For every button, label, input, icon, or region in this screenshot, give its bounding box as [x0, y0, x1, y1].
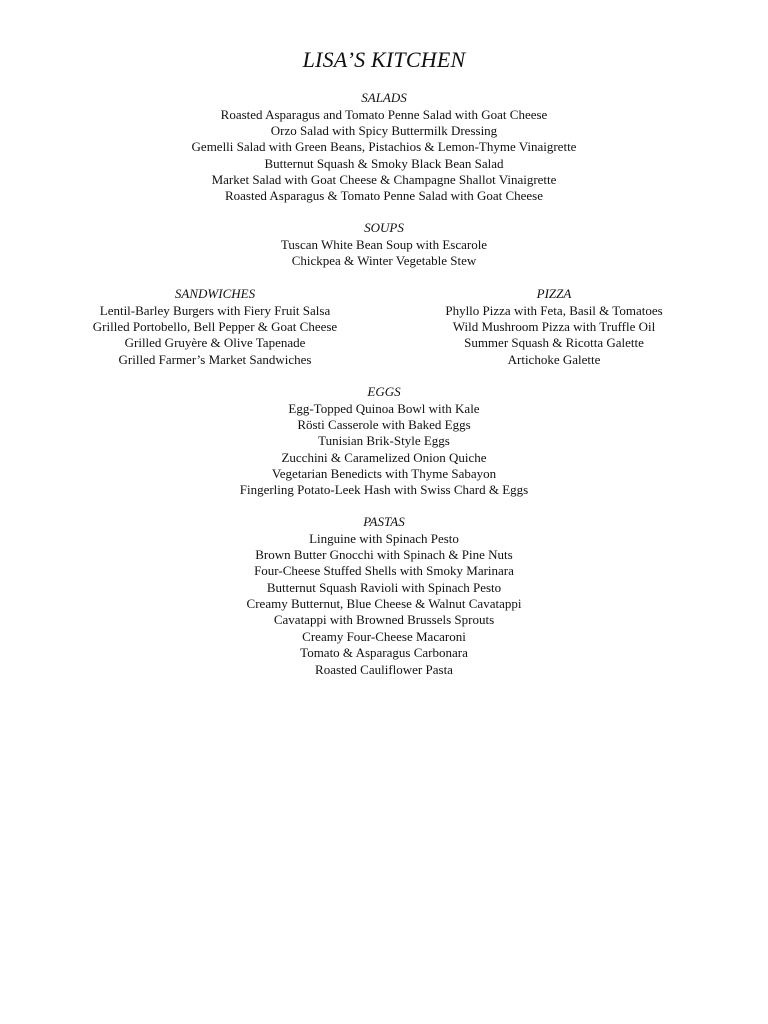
pastas-item: Butternut Squash Ravioli with Spinach Pesto [266, 579, 502, 595]
pastas-item: Creamy Four-Cheese Macaroni [302, 628, 466, 644]
salads-item: Market Salad with Goat Cheese & Champagne Shallot Vinaigrette [211, 172, 557, 188]
pastas-item: Four-Cheese Stuffed Shells with Smoky Marinara [254, 563, 514, 579]
eggs-item: Egg-Topped Quinoa Bowl with Kale [288, 400, 480, 416]
salads-item: Butternut Squash & Smoky Black Bean Salad [264, 155, 504, 171]
eggs-item: Fingerling Potato-Leek Hash with Swiss Chard & Eggs [239, 482, 529, 498]
soups-item: Tuscan White Bean Soup with Escarole [280, 236, 488, 252]
eggs-section [0, 384, 768, 499]
pastas-item: Tomato & Asparagus Carbonara [300, 645, 468, 661]
sandwiches-heading: SANDWICHES [174, 286, 256, 301]
pastas-item: Linguine with Spinach Pesto [309, 530, 459, 546]
sandwiches-item: Grilled Portobello, Bell Pepper & Goat Cheese [92, 318, 338, 334]
salads-section [0, 90, 768, 205]
pizza-heading: PIZZA [536, 286, 572, 301]
salads-item: Gemelli Salad with Green Beans, Pistachios & Lemon-Thyme Vinaigrette [191, 139, 577, 155]
eggs-heading: EGGS [367, 384, 401, 399]
salads-item: Roasted Asparagus & Tomato Penne Salad with Goat Cheese [224, 188, 544, 204]
pastas-item: Brown Butter Gnocchi with Spinach & Pine Nuts [255, 546, 513, 562]
pizza-item: Artichoke Galette [507, 351, 601, 367]
pastas-section [0, 514, 768, 678]
sandwiches-item: Grilled Farmer’s Market Sandwiches [118, 351, 312, 367]
salads-item: Orzo Salad with Spicy Buttermilk Dressing [270, 122, 498, 138]
sandwiches-section [55, 286, 375, 368]
pastas-item: Cavatappi with Browned Brussels Sprouts [273, 612, 495, 628]
eggs-item: Zucchini & Caramelized Onion Quiche [281, 449, 487, 465]
page-title: LISA’S KITCHEN [302, 47, 466, 72]
pizza-item: Wild Mushroom Pizza with Truffle Oil [452, 318, 656, 334]
pizza-section [394, 286, 714, 368]
soups-section [0, 220, 768, 269]
eggs-item: Rösti Casserole with Baked Eggs [297, 416, 471, 432]
pastas-item: Roasted Cauliflower Pasta [315, 661, 453, 677]
soups-heading: SOUPS [364, 220, 404, 235]
eggs-item: Vegetarian Benedicts with Thyme Sabayon [271, 466, 497, 482]
soups-item: Chickpea & Winter Vegetable Stew [291, 252, 477, 268]
eggs-item: Tunisian Brik-Style Eggs [318, 433, 450, 449]
pizza-item: Phyllo Pizza with Feta, Basil & Tomatoes [445, 302, 663, 318]
sandwiches-item: Grilled Gruyère & Olive Tapenade [124, 335, 306, 351]
pastas-heading: PASTAS [363, 514, 405, 529]
salads-heading: SALADS [361, 90, 407, 105]
pizza-item: Summer Squash & Ricotta Galette [464, 335, 644, 351]
sandwiches-item: Lentil-Barley Burgers with Fiery Fruit Salsa [99, 302, 331, 318]
salads-item: Roasted Asparagus and Tomato Penne Salad with Goat Cheese [220, 106, 548, 122]
pastas-item: Creamy Butternut, Blue Cheese & Walnut Cavatappi [246, 596, 522, 612]
